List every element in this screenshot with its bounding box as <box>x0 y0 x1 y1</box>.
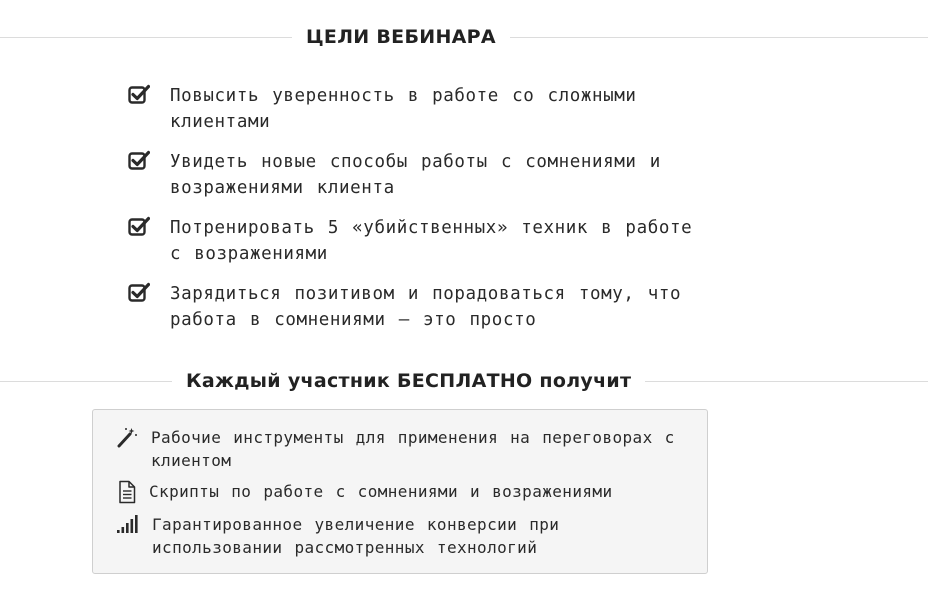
goals-list <box>128 83 708 347</box>
checkbox-checked-icon <box>128 282 150 302</box>
goal-text: Зарядиться позитивом и порадоваться тому, что работа в сомнениями – это просто <box>170 284 682 330</box>
goal-item <box>128 281 708 333</box>
bonus-section-heading <box>0 362 928 402</box>
goal-item <box>128 83 708 135</box>
bonus-text: Гарантированное увеличение конверсии при использовании рассмотренных технологий <box>152 515 560 557</box>
document-icon <box>115 480 139 504</box>
bonus-text: Рабочие инструменты для применения на переговорах с клиентом <box>151 428 675 470</box>
bonus-section-title: Каждый участник БЕСПЛАТНО получит <box>172 370 645 392</box>
bonus-item <box>115 426 685 472</box>
goal-item <box>128 149 708 201</box>
checkbox-checked-icon <box>128 84 150 104</box>
bonus-item <box>115 480 685 503</box>
goal-text: Потренировать 5 «убийственных» техник в работе с возражениями <box>170 218 693 264</box>
magic-wand-icon <box>115 426 139 450</box>
goal-text: Повысить уверенность в работе со сложными клиентами <box>170 86 637 132</box>
bonus-item <box>115 513 685 559</box>
bonus-text: Скрипты по работе с сомнениями и возражениями <box>149 482 613 501</box>
goals-section-title: ЦЕЛИ ВЕБИНАРА <box>292 26 510 48</box>
bonus-box <box>92 409 708 574</box>
goals-section-heading <box>0 18 928 58</box>
checkbox-checked-icon <box>128 216 150 236</box>
goal-item <box>128 215 708 267</box>
checkbox-checked-icon <box>128 150 150 170</box>
signal-bars-icon <box>115 513 139 537</box>
goal-text: Увидеть новые способы работы с сомнениями и возражениями клиента <box>170 152 661 198</box>
